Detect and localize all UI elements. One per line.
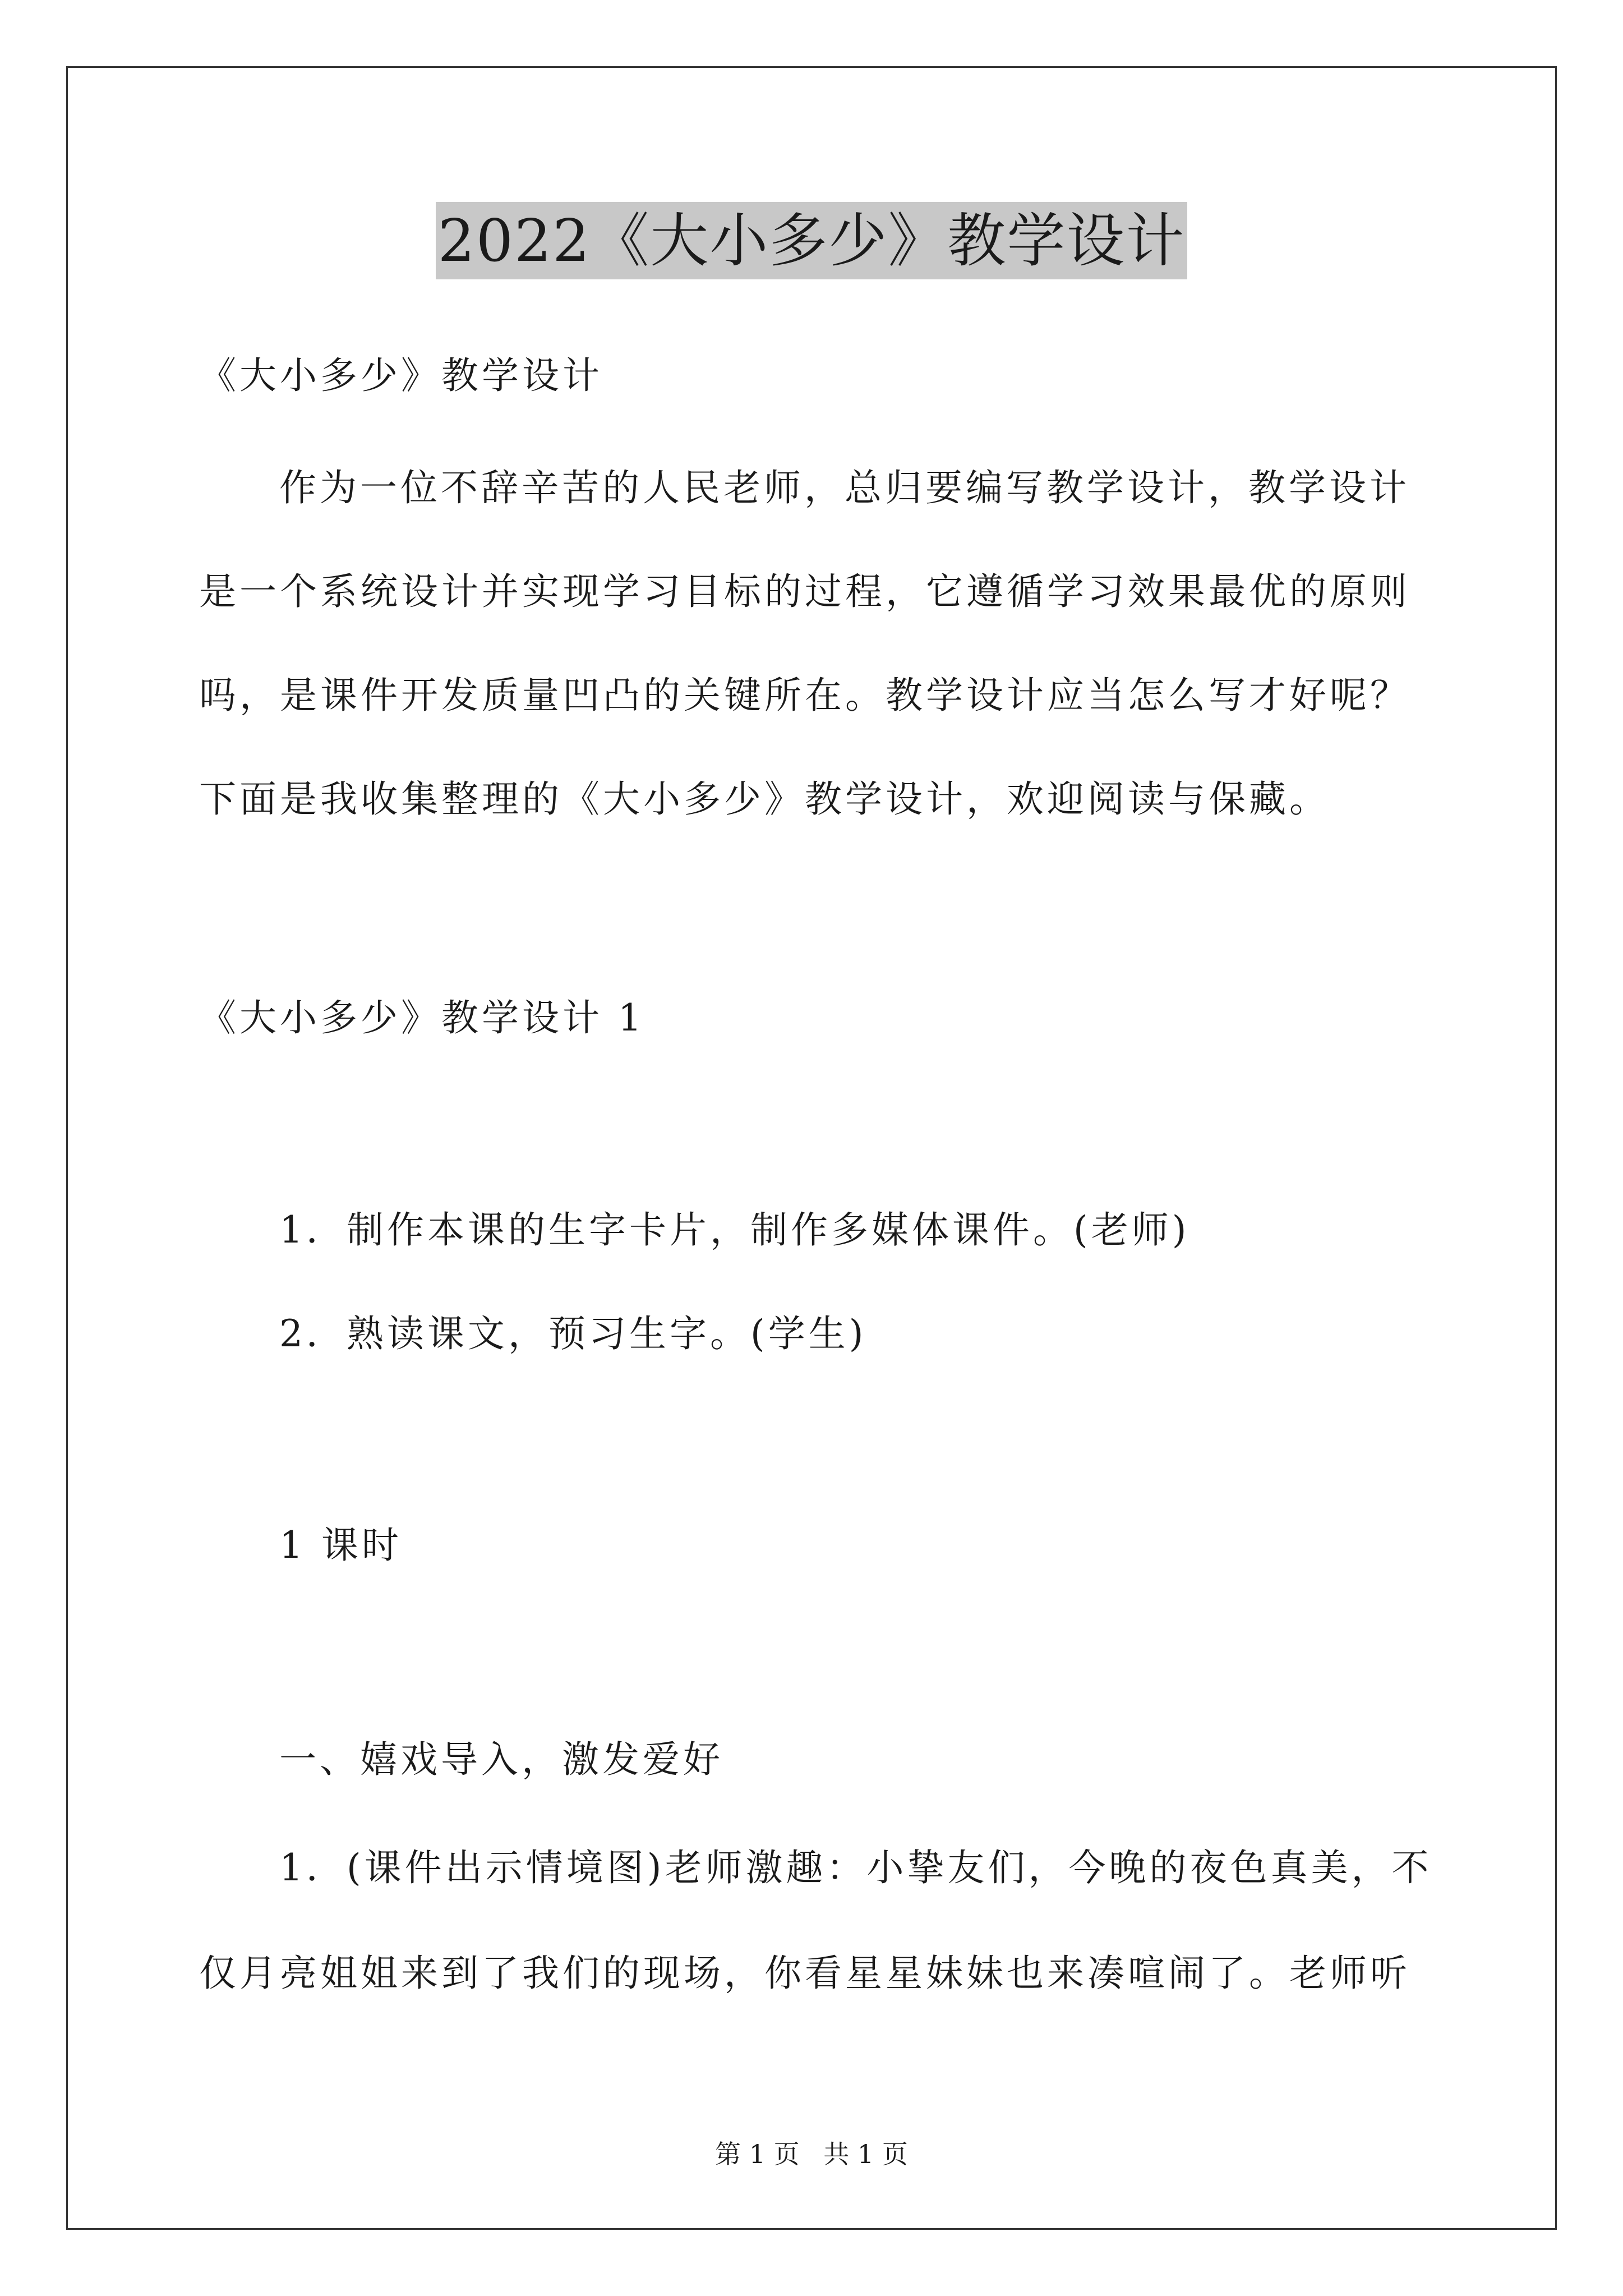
- subtitle: 《大小多少》教学设计: [199, 354, 603, 397]
- paragraph-line: 作为一位不辞辛苦的人民老师，总归要编写教学设计，教学设计: [279, 466, 1410, 509]
- paragraph-line: 下面是我收集整理的《大小多少》教学设计，欢迎阅读与保藏。: [199, 777, 1330, 821]
- document-title: 2022《大小多少》教学设计: [436, 202, 1188, 279]
- page-footer: [0, 2137, 1623, 2171]
- list-item: 1．制作本课的生字卡片，制作多媒体课件。(老师): [279, 1208, 1190, 1251]
- page-number: 第 1 页: [715, 2139, 800, 2169]
- list-item: 2．熟读课文，预习生字。(学生): [279, 1312, 867, 1355]
- paragraph-line: 1．(课件出示情境图)老师激趣：小挚友们，今晚的夜色真美，不: [279, 1846, 1432, 1889]
- paragraph-line: 仅月亮姐姐来到了我们的现场，你看星星妹妹也来凑喧闹了。老师听: [199, 1952, 1410, 1995]
- paragraph-line: 吗，是课件开发质量凹凸的关键所在。教学设计应当怎么写才好呢？: [199, 674, 1410, 717]
- paragraph-line: 是一个系统设计并实现学习目标的过程，它遵循学习效果最优的原则: [199, 570, 1410, 613]
- lesson-duration: 1 课时: [279, 1524, 402, 1567]
- section-heading: 《大小多少》教学设计 1: [199, 996, 645, 1039]
- section-heading: 一、嬉戏导入，激发爱好: [279, 1738, 723, 1781]
- title-container: [0, 202, 1623, 279]
- page-total: 共 1 页: [823, 2139, 908, 2169]
